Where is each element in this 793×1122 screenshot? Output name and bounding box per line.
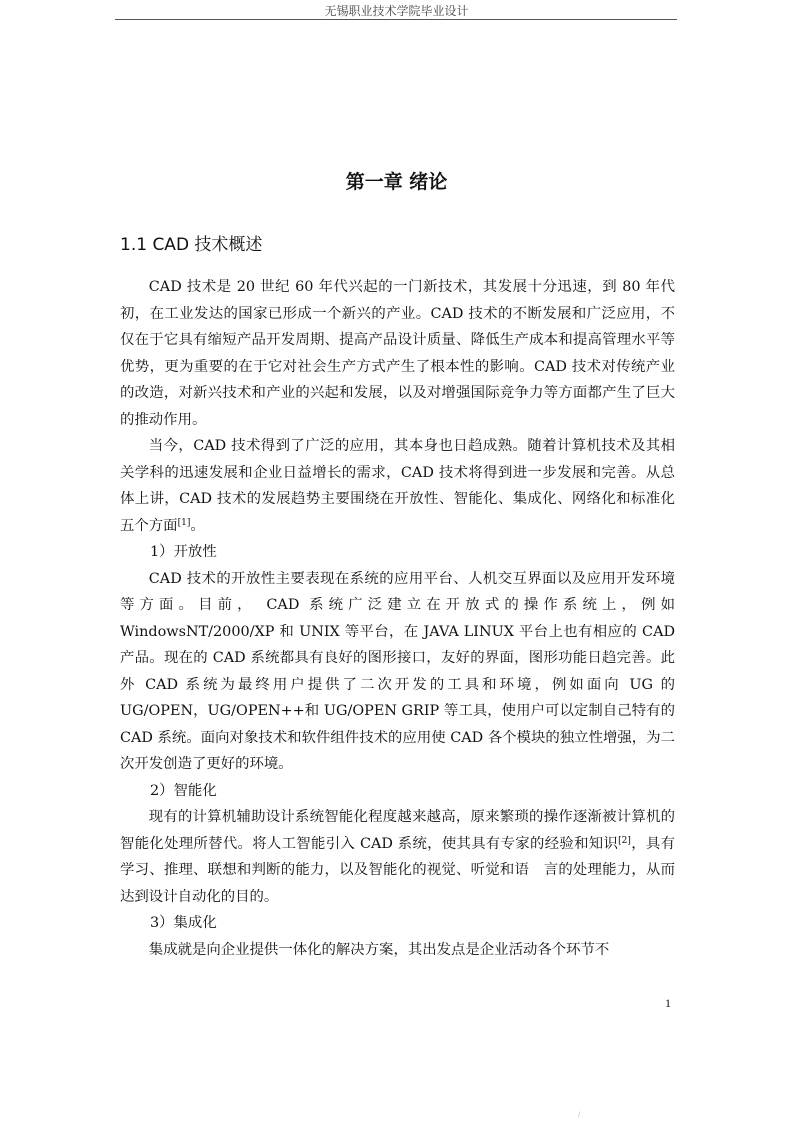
subheading-intelligence: 2）智能化 [150, 782, 217, 799]
chapter-title: 第一章 绪论 [345, 171, 448, 193]
paragraph-4 [120, 804, 675, 910]
subheading-integration: 3）集成化 [150, 915, 217, 931]
body-text [120, 274, 675, 963]
header-rule [115, 19, 677, 20]
paragraph-4-end: ，具有学习、推理、联想和判断的能力，以及智能化的视觉、听觉和语 言的处理能力，从而达到设计自动化的目的。 [120, 835, 675, 905]
page-number: 1 [665, 996, 671, 1010]
citation-1: [1] [177, 517, 191, 528]
paragraph-2 [120, 433, 675, 539]
paragraph-5: 集成就是向企业提供一体化的解决方案，其出发点是企业活动各个环节不 [148, 941, 610, 958]
running-header: 无锡职业技术学院毕业设计 [324, 4, 469, 18]
corner-mark: / [578, 1111, 581, 1119]
citation-2: [2] [618, 835, 631, 846]
paragraph-1: CAD 技术是 20 世纪 60 年代兴起的一门新技术，其发展十分迅速，到 80 年代初，在工业发达的国家已形成一个新兴的产业。CAD 技术的不断发展和广泛应用，不仅在于它具有缩短产品开发周期、提高产品设计质量、降低生产成本和提高管理水平等优势，更为重要的在于它对社会生产方式产生了根本性的影响。CAD 技术对传统产业的改造，对新兴技术和产业的兴起和发展，以及对增强国际竞争力等方面都产生了巨大的推动作用。 [120, 279, 675, 428]
paragraph-4-text: 现有的计算机辅助设计系统智能化程度越来越高，原来繁琐的操作逐渐被计算机的智能化处理所替代。将人工智能引入 CAD 系统，使其具有专家的经验和知识 [120, 809, 675, 852]
paragraph-3: CAD 技术的开放性主要表现在系统的应用平台、人机交互界面以及应用开发环境等方面。目前， CAD 系统广泛建立在开放式的操作系统上，例如 WindowsNT/2000/XP 和 UNIX 等平台，在 JAVA LINUX 平台上也有相应的 CAD 产品。现在的 CAD 系统都具有良好的图形接口，友好的界面，图形功能日趋完善。此外 CAD 系统为最终用户提供了二次开发的工具和环境，例如面向 UG 的 UG/OPEN，UG/OPEN++和 UG/OPEN GRIP 等工具，使用户可以定制自己特有的 CAD 系统。面向对象技术和软件组件技术的应用使 CAD 各个模块的独立性增强，为二次开发创造了更好的环境。 [120, 570, 675, 772]
section-title: 1.1 CAD 技术概述 [120, 235, 263, 255]
subheading-openness: 1）开放性 [150, 544, 217, 560]
paragraph-2-text: 当今，CAD 技术得到了广泛的应用，其本身也日趋成熟。随着计算机技术及其相关学科的迅速发展和企业日益增长的需求，CAD 技术将得到进一步发展和完善。从总体上讲，CAD 技术的发展趋势主要围绕在开放性、智能化、集成化、网络化和标准化五个方面 [120, 438, 675, 534]
paragraph-2-end: 。 [190, 517, 205, 534]
